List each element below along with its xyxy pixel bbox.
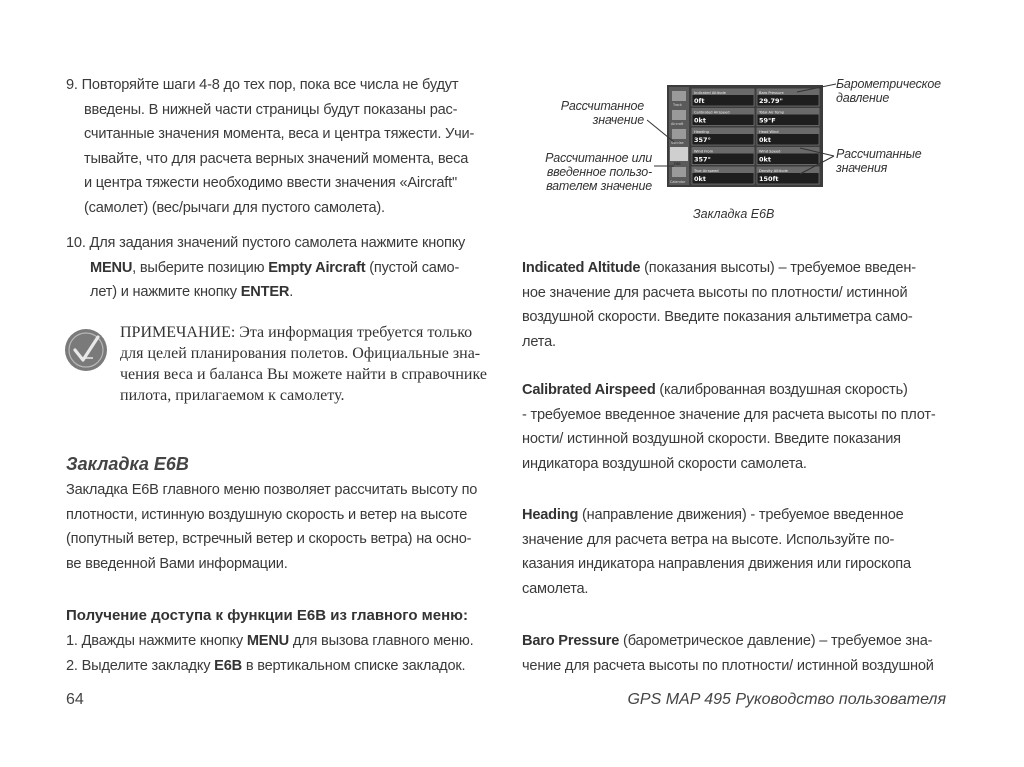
- calibrated-airspeed-desc: [522, 378, 962, 476]
- menu-key: MENU: [90, 259, 133, 276]
- note-text: [120, 322, 500, 406]
- field-value: 357°: [694, 136, 711, 144]
- page-number: 64: [66, 691, 84, 708]
- cas-text: (калиброванная воздушная скорость): [655, 382, 908, 398]
- step-9-line: тывайте, что для расчета верных значений момента, веса: [84, 150, 469, 167]
- access-steps: [66, 629, 506, 678]
- step-10-text: .: [289, 284, 294, 301]
- step-9: [66, 73, 506, 221]
- label-calculated-value: [556, 99, 644, 127]
- field-name: Calibrated Airspeed: [694, 110, 730, 115]
- label-line: Рассчитанное или: [545, 151, 652, 165]
- term-baro-pressure: Baro Pressure: [522, 633, 620, 649]
- hdg-line: самолета.: [522, 580, 589, 597]
- indicated-altitude-desc: [522, 256, 962, 354]
- step-10: [66, 231, 506, 305]
- step-10-line: [66, 280, 506, 305]
- term-indicated-altitude: Indicated Altitude: [522, 260, 641, 276]
- field-name: Baro Pressure: [759, 90, 784, 95]
- access-step-2: [66, 654, 506, 679]
- field-value: 150ft: [759, 175, 779, 183]
- e6b-key: E6B: [214, 657, 242, 674]
- field-value: 0kt: [759, 155, 771, 164]
- step-9-line: считанные значения момента, веса и центра тяжести. Учи-: [84, 126, 475, 143]
- baro-text: (барометрическое давление) – требуемое зна-: [619, 633, 933, 649]
- alt-line: [522, 256, 962, 281]
- field-value: 0kt: [694, 116, 706, 125]
- hdg-text: (направление движения) - требуемое введенное: [578, 507, 904, 523]
- label-line: давление: [836, 91, 890, 105]
- baro-pressure-desc: [522, 629, 962, 678]
- field-value: 0kt: [694, 175, 706, 183]
- note-line: чения веса и баланса Вы можете найти в справочнике: [120, 366, 487, 383]
- access-title: Получение доступа к функции E6B из главного меню:: [66, 607, 468, 624]
- step-10-line: [66, 256, 506, 281]
- step-9-line: введены. В нижней части страницы будут показаны рас-: [84, 101, 458, 118]
- term-calibrated-airspeed: Calibrated Airspeed: [522, 382, 656, 398]
- step-9-line: (самолет) (вес/рычаги для пустого самолета).: [84, 199, 385, 216]
- access-text: 2. Выделите закладку: [66, 657, 215, 674]
- cas-line: [522, 378, 962, 403]
- note-line: пилота, прилагаемом к самолету.: [120, 387, 345, 404]
- step-9-line: 9. Повторяйте шаги 4-8 до тех пор, пока все числа не будут: [66, 77, 459, 93]
- access-text: в вертикальном списке закладок.: [241, 657, 466, 674]
- tab-label: Sunrise: [671, 141, 684, 145]
- alt-line: лета.: [522, 333, 556, 350]
- e6b-desc-line: Закладка E6B главного меню позволяет рассчитать высоту по: [66, 482, 478, 498]
- step-9-line: и центра тяжести необходимо ввести значения «Aircraft": [84, 175, 457, 192]
- menu-key: MENU: [246, 633, 289, 649]
- section-title: Закладка E6B: [66, 454, 189, 474]
- cas-line: ности/ истинной воздушной скорости. Введите показания: [522, 431, 901, 448]
- label-line: значения: [836, 161, 888, 175]
- cas-line: индикатора воздушной скорости самолета.: [522, 455, 807, 472]
- hdg-line: казания индикатора направления движения или гироскопа: [522, 556, 911, 573]
- leader-line: [797, 84, 836, 92]
- field-name: Density Altitude: [759, 168, 788, 173]
- alt-text: (показания высоты) – требуемое введен-: [640, 260, 916, 276]
- tab-label: E6B: [674, 162, 681, 166]
- baro-line: чение для расчета высоты по плотности/ истинной воздушной: [522, 657, 934, 674]
- label-line: значение: [592, 113, 644, 127]
- note-line: ПРИМЕЧАНИЕ: Эта информация требуется только: [120, 324, 473, 341]
- label-line: Барометрическое: [836, 77, 941, 91]
- field-name: Heading: [694, 129, 709, 134]
- cas-line: - требуемое введенное значение для расчета высоты по плот-: [522, 406, 936, 423]
- alt-line: воздушной скорости. Введите показания альтиметра само-: [522, 309, 913, 326]
- note-line: для целей планирования полетов. Официальные зна-: [120, 345, 481, 362]
- tab-label: Aircraft: [671, 122, 684, 126]
- label-line: Рассчитанное: [560, 99, 644, 113]
- field-name: Indicated Altitude: [694, 90, 726, 95]
- hdg-line: [522, 503, 962, 528]
- e6b-desc-line: (попутный ветер, встречный ветер и скорость ветра) на осно-: [66, 531, 472, 548]
- leader-line: [800, 156, 834, 174]
- step-10-text: , выберите позицию: [132, 259, 269, 276]
- baro-line: [522, 629, 962, 654]
- access-text: 1. Дважды нажмите кнопку: [66, 633, 247, 649]
- access-text: для вызова главного меню.: [289, 633, 474, 649]
- step-10-line: 10. Для задания значений пустого самолета нажмите кнопку: [66, 235, 466, 251]
- label-line: вателем значение: [546, 179, 652, 193]
- label-calc-or-user-value: [540, 151, 652, 193]
- field-name: Wind Speed: [759, 149, 781, 154]
- field-value: 357°: [694, 155, 711, 164]
- e6b-desc-line: плотности, истинную воздушную скорость и ветер на высоте: [66, 506, 468, 523]
- leader-line: [800, 148, 834, 156]
- field-value: 0kt: [759, 136, 771, 144]
- note-check-icon: [64, 328, 108, 372]
- figure-caption: Закладка E6B: [693, 207, 775, 221]
- enter-key: ENTER: [240, 284, 290, 301]
- term-heading: Heading: [522, 507, 579, 523]
- alt-line: ное значение для расчета высоты по плотности/ истинной: [522, 284, 908, 301]
- leader-line: [647, 120, 674, 142]
- field-name: True Airspeed: [694, 168, 719, 173]
- leader-lines: [640, 70, 880, 210]
- field-value: 29.79": [759, 97, 783, 105]
- field-name: Wind From: [694, 149, 714, 154]
- tab-label: Track: [673, 103, 682, 107]
- hdg-line: значение для расчета ветра на высоте. Используйте по-: [522, 531, 895, 548]
- step-10-text: (пустой само-: [365, 259, 460, 276]
- empty-aircraft-option: Empty Aircraft: [268, 259, 366, 276]
- field-value: 0ft: [694, 97, 705, 105]
- footer-title: GPS MAP 495 Руководство пользователя: [627, 691, 946, 708]
- field-name: Total Air Temp: [759, 110, 785, 115]
- step-10-text: лет) и нажмите кнопку: [90, 284, 241, 301]
- access-step-1: [66, 629, 506, 654]
- label-line: введенное пользо-: [546, 165, 652, 179]
- heading-desc: [522, 503, 962, 601]
- tab-label: Calendar: [670, 180, 686, 184]
- e6b-description: [66, 478, 506, 576]
- label-line: Рассчитанные: [836, 147, 922, 161]
- e6b-desc-line: ве введенной Вами информации.: [66, 555, 288, 572]
- field-name: Head Wind: [759, 129, 779, 134]
- field-value: 59°F: [759, 116, 776, 125]
